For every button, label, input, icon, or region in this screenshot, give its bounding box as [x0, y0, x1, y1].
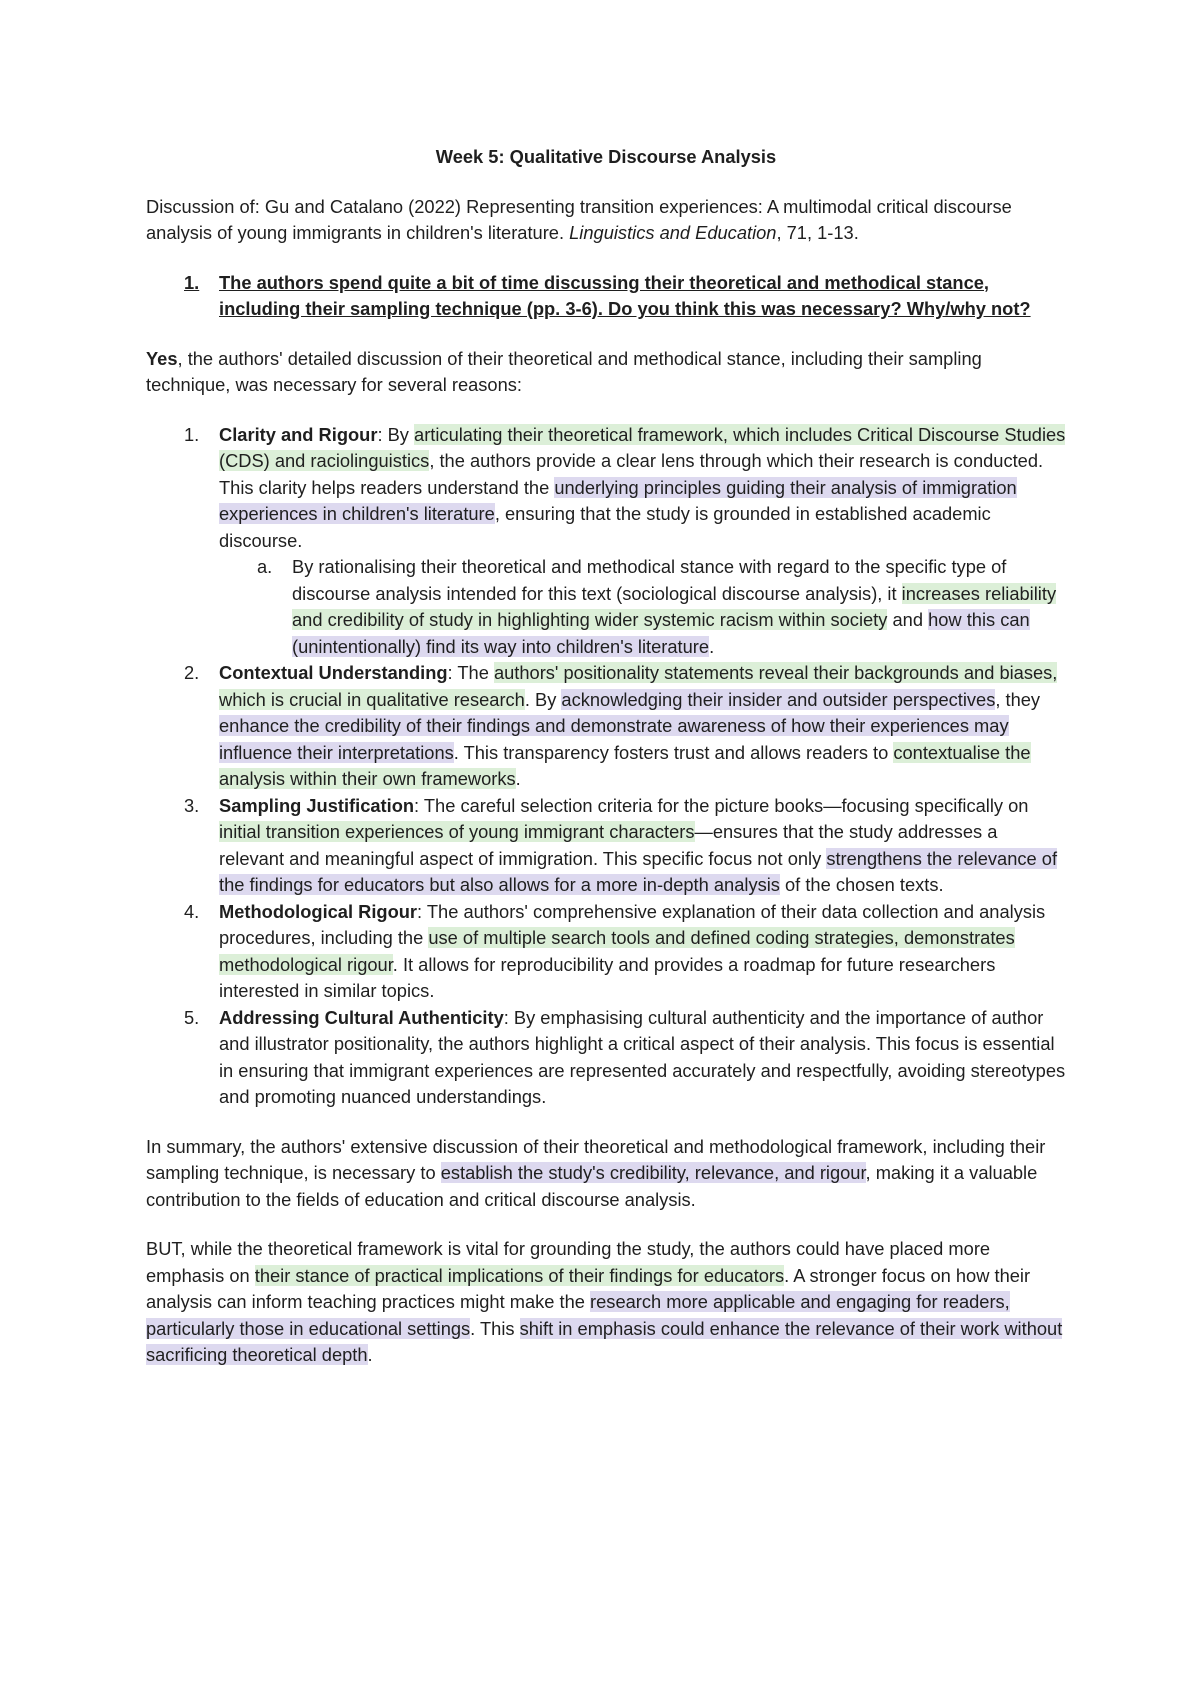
text-run: . — [709, 635, 715, 657]
reason-number: 2. — [184, 662, 200, 683]
text-run: : By — [377, 423, 415, 445]
reason-item-4 — [146, 899, 1066, 1005]
reason-text — [219, 422, 1066, 555]
text-run: —ensures that the study addresses a relevant and meaningful aspect of immigration. This specific focus not only — [219, 821, 998, 869]
text-run: and — [887, 609, 929, 630]
sub-point-number: a. — [257, 556, 273, 577]
bold-term: Contextual Understanding — [219, 662, 448, 683]
bold-term: Addressing Cultural Authenticity — [219, 1006, 504, 1028]
highlighted-purple-text: acknowledging their insider and outsider perspectives — [561, 688, 996, 710]
answer-intro-text: , the authors' detailed discussion of their theoretical and methodical stance, including their sampling technique, was necessary for several reasons: — [146, 347, 982, 395]
question-heading — [146, 270, 1066, 323]
text-run: : The careful selection criteria for the picture books—focusing specifically on — [414, 794, 1029, 816]
text-run: , ensuring that the study is grounded in established academic discourse. — [219, 503, 991, 551]
reason-text — [219, 660, 1066, 793]
answer-intro-bold: Yes — [146, 347, 178, 369]
highlighted-purple-text: strengthens the relevance of the findings for educators but also allows for a more in-depth analysis — [219, 847, 1058, 895]
text-run: , the authors provide a clear lens through which their research is conducted. This clarity helps readers understand the — [219, 450, 1044, 498]
reason-text — [219, 1005, 1066, 1111]
text-run: In summary, the authors' extensive discussion of their theoretical and methodological framework, including their sampling technique, is necessary to — [146, 1135, 1046, 1183]
reason-number: 1. — [184, 423, 200, 445]
highlighted-purple-text: enhance the credibility of their findings and demonstrate awareness of how their experiences may influence their interpretations — [219, 715, 1009, 763]
critique-paragraph — [146, 1236, 1066, 1369]
text-run: . By — [524, 688, 562, 710]
text-run: . — [515, 768, 521, 789]
text-run: . A stronger focus on how their analysis can inform teaching practices might make the — [146, 1264, 1031, 1312]
text-run: By rationalising their theoretical and methodical stance with regard to the specific type of discourse analysis intended for this text (sociological discourse analysis), it — [292, 556, 1007, 604]
answer-intro — [146, 346, 1066, 399]
highlighted-green-text: articulating their theoretical framework, which includes Critical Discourse Studies (CDS) and raciolinguistics — [219, 423, 1066, 471]
highlighted-green-text: authors' positionality statements reveal their backgrounds and biases, which is crucial in qualitative research — [219, 662, 1058, 710]
summary-paragraph — [146, 1134, 1066, 1214]
highlighted-purple-text: underlying principles guiding their analysis of immigration experiences in children's literature — [219, 476, 1017, 524]
sub-point-a — [219, 554, 1066, 660]
reason-item-1 — [146, 422, 1066, 661]
text-run: of the chosen texts. — [779, 874, 944, 895]
highlighted-green-text: increases reliability and credibility of study in highlighting wider systemic racism within society — [292, 582, 1057, 630]
sub-point-text — [292, 554, 1066, 660]
text-run: . This transparency fosters trust and allows readers to — [453, 741, 894, 763]
reason-text — [219, 793, 1066, 899]
reason-number: 5. — [184, 1006, 200, 1028]
reasons-list — [146, 422, 1066, 1111]
reason-item-3 — [146, 793, 1066, 899]
text-run: . It allows for reproducibility and provides a roadmap for future researchers interested in similar topics. — [219, 953, 996, 1001]
highlighted-green-text: initial transition experiences of young immigrant characters — [219, 821, 695, 842]
citation-paragraph — [146, 194, 1066, 247]
bold-term: Sampling Justification — [219, 794, 415, 816]
citation-tail: , 71, 1-13. — [776, 222, 859, 243]
question-number: 1. — [184, 271, 200, 293]
question-text: The authors spend quite a bit of time discussing their theoretical and methodical stance, including their sampling technique (pp. 3-6). Do you think this was necessary? Why/why not? — [219, 271, 1031, 319]
bold-term: Methodological Rigour — [219, 900, 418, 922]
reason-body — [219, 422, 1066, 661]
reason-number: 4. — [184, 900, 200, 922]
text-run: . — [367, 1344, 373, 1365]
text-run: : The authors' comprehensive explanation of their data collection and analysis procedures, including the — [219, 900, 1046, 948]
text-run: , they — [995, 688, 1041, 710]
reason-number: 3. — [184, 794, 200, 816]
reason-item-2 — [146, 660, 1066, 793]
highlighted-green-text: their stance of practical implications of their findings for educators — [254, 1264, 785, 1286]
reason-text — [219, 899, 1066, 1005]
text-run: . This — [470, 1317, 520, 1339]
highlighted-green-text: use of multiple search tools and defined coding strategies, demonstrates methodological rigour — [219, 927, 1015, 975]
highlighted-purple-text: how this can (unintentionally) find its way into children's literature — [292, 609, 1030, 657]
text-run: : The — [447, 662, 494, 683]
reason-item-5 — [146, 1005, 1066, 1111]
bold-term: Clarity and Rigour — [219, 423, 378, 445]
text-run: BUT, while the theoretical framework is vital for grounding the study, the authors could have placed more emphasis on — [146, 1238, 991, 1286]
document-content — [146, 144, 1066, 1369]
highlighted-green-text: contextualise the analysis within their own frameworks — [219, 741, 1031, 789]
text-run: , making it a valuable contribution to the fields of education and critical discourse analysis. — [146, 1162, 1038, 1210]
citation-journal: Linguistics and Education — [569, 222, 777, 243]
text-run: : By emphasising cultural authenticity and the importance of author and illustrator positionality, the authors highlight a critical aspect of their analysis. This focus is essential in ensuring that immigrant experiences are represented accurately and respectfully, avoiding stereotypes and promoting nuanced understandings. — [219, 1006, 1066, 1107]
highlighted-purple-text: research more applicable and engaging for readers, particularly those in educational settings — [146, 1291, 1010, 1339]
highlighted-purple-text: establish the study's credibility, relevance, and rigour — [440, 1162, 866, 1183]
document-title: Week 5: Qualitative Discourse Analysis — [435, 146, 777, 167]
highlighted-purple-text: shift in emphasis could enhance the relevance of their work without sacrificing theoretical depth — [146, 1317, 1063, 1365]
citation-lead: Discussion of: Gu and Catalano (2022) Representing transition experiences: A multimodal critical discourse analysis of young immigrants in children's literature. — [146, 195, 1012, 243]
